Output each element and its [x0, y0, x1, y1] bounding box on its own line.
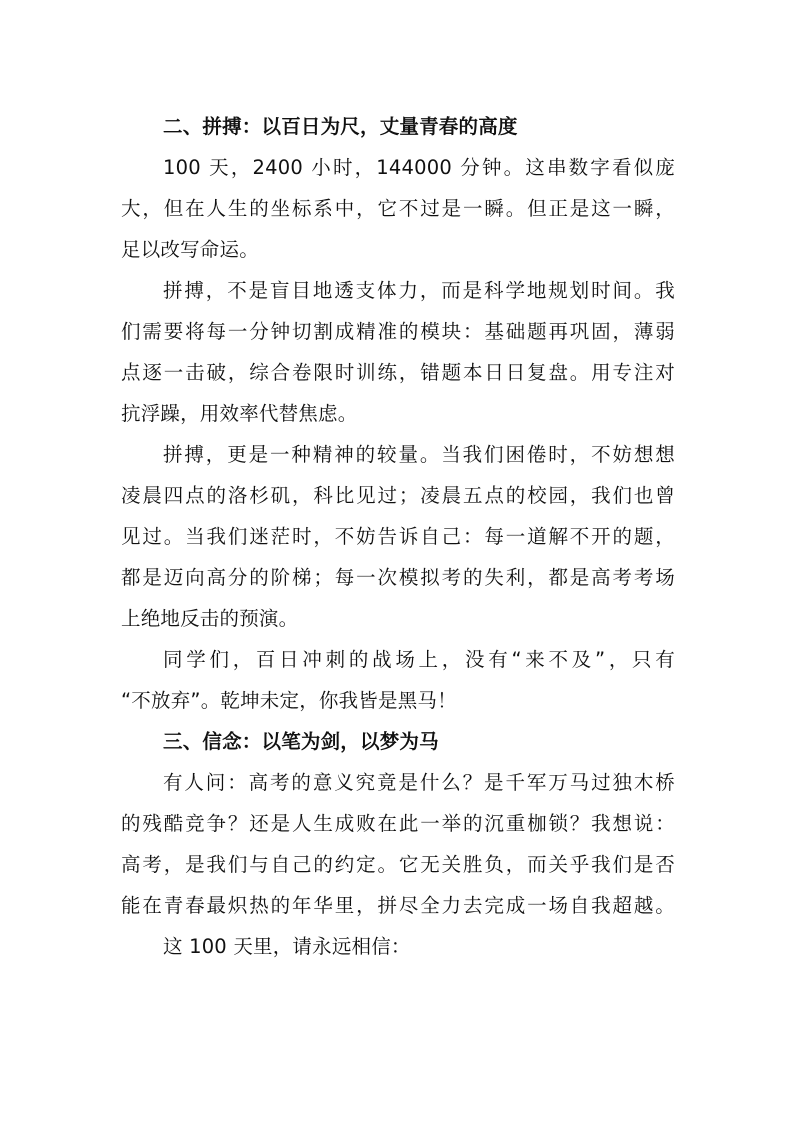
paragraph-line: 凌晨四点的洛杉矶，科比见过；凌晨五点的校园，我们也曾 — [121, 484, 675, 507]
paragraph-line: 见过。当我们迷茫时，不妨告诉自己：每一道解不开的题， — [121, 525, 675, 548]
document-body — [121, 106, 675, 967]
paragraph-meaning — [121, 762, 675, 926]
paragraph-line: 拼搏，更是一种精神的较量。当我们困倦时，不妨想想 — [163, 443, 675, 466]
paragraph-planning — [121, 270, 675, 434]
paragraph-line: 上绝地反击的预演。 — [121, 607, 299, 630]
paragraph-line: 100 天，2400 小时，144000 分钟。这串数字看似庞 — [163, 156, 675, 179]
paragraph-line: 这 100 天里，请永远相信： — [163, 935, 411, 958]
paragraph-line: 有人问：高考的意义究竟是什么？是千军万马过独木桥 — [163, 771, 675, 794]
paragraph-line: 同学们，百日冲刺的战场上，没有“来不及”，只有 — [163, 648, 675, 671]
paragraph-line: 拼搏，不是盲目地透支体力，而是科学地规划时间。我 — [163, 279, 675, 302]
paragraph-dark-horse — [121, 639, 675, 721]
paragraph-line: 的残酷竞争？还是人生成败在此一举的沉重枷锁？我想说： — [121, 812, 675, 835]
paragraph-line: 们需要将每一分钟切割成精准的模块：基础题再巩固，薄弱 — [121, 320, 675, 343]
paragraph-line: 高考，是我们与自己的约定。它无关胜负，而关乎我们是否 — [121, 853, 675, 876]
paragraph-line: 能在青春最炽热的年华里，拼尽全力去完成一场自我超越。 — [121, 894, 675, 917]
paragraph-numbers — [121, 147, 675, 270]
paragraph-line: 点逐一击破，综合卷限时训练，错题本日日复盘。用专注对 — [121, 361, 675, 384]
paragraph-line: 抗浮躁，用效率代替焦虑。 — [121, 402, 358, 425]
paragraph-line: 大，但在人生的坐标系中，它不过是一瞬。但正是这一瞬， — [121, 197, 675, 220]
section-heading-struggle: 二、拼搏：以百日为尺，丈量青春的高度 — [163, 115, 518, 138]
paragraph-spirit — [121, 434, 675, 639]
paragraph-believe — [121, 926, 675, 967]
paragraph-line: 足以改写命运。 — [121, 238, 259, 261]
paragraph-line: “不放弃”。乾坤未定，你我皆是黑马！ — [121, 689, 457, 712]
section-heading-belief: 三、信念：以笔为剑，以梦为马 — [163, 730, 439, 753]
paragraph-line: 都是迈向高分的阶梯；每一次模拟考的失利，都是高考考场 — [121, 566, 675, 589]
